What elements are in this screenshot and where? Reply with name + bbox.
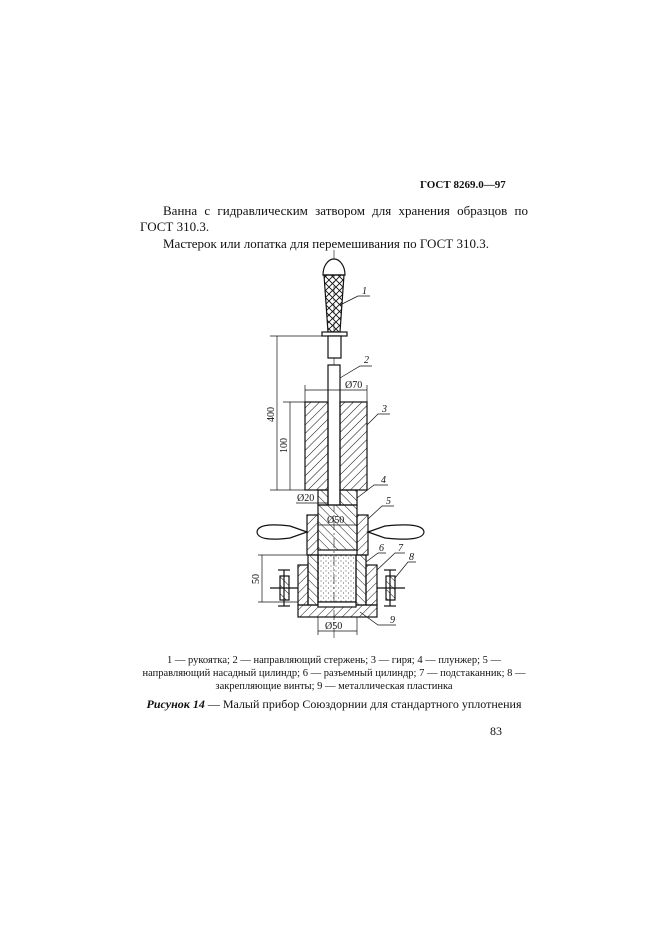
dim-height-100: 100 bbox=[279, 438, 290, 453]
figure-caption-label: Рисунок 14 bbox=[146, 697, 205, 711]
callout-6: 6 bbox=[379, 543, 384, 554]
callout-1: 1 bbox=[362, 286, 367, 297]
dim-diameter-50-bottom: Ø50 bbox=[325, 621, 343, 632]
callout-8: 8 bbox=[409, 552, 414, 563]
dim-height-50: 50 bbox=[251, 574, 262, 584]
figure-caption-text: — Малый прибор Союздорнии для стандартного уплотнения bbox=[204, 697, 522, 711]
split-cylinder-part bbox=[308, 555, 366, 605]
callout-3: 3 bbox=[382, 404, 387, 415]
callout-4: 4 bbox=[381, 475, 386, 486]
handle-part bbox=[322, 259, 347, 358]
callout-2: 2 bbox=[364, 355, 369, 366]
dim-diameter-70: Ø70 bbox=[345, 380, 363, 391]
callout-7: 7 bbox=[398, 543, 403, 554]
dim-height-400: 400 bbox=[266, 407, 277, 422]
dim-diameter-20: Ø20 bbox=[297, 493, 315, 504]
figure-caption bbox=[140, 697, 528, 712]
guide-rod-part bbox=[328, 365, 340, 505]
page-number: 83 bbox=[490, 724, 502, 738]
paragraph-trowel: Мастерок или лопатка для перемешивания по ГОСТ 310.3. bbox=[163, 236, 489, 251]
paragraph-bath: Ванна с гидравлическим затвором для хранения образцов по ГОСТ 310.3. bbox=[140, 203, 528, 234]
callout-5: 5 bbox=[386, 496, 391, 507]
dim-diameter-50-top: Ø50 bbox=[327, 515, 345, 526]
document-code-header: ГОСТ 8269.0—97 bbox=[420, 179, 506, 191]
callout-9: 9 bbox=[390, 615, 395, 626]
figure-legend: 1 — рукоятка; 2 — направляющий стержень; 3 — гиря; 4 — плунжер; 5 — направляющий насадный цилиндр; 6 — разъемный цилиндр; 7 — подстаканник; 8 — закрепляющие винты; 9 — металлическая пластинка bbox=[142, 655, 526, 692]
